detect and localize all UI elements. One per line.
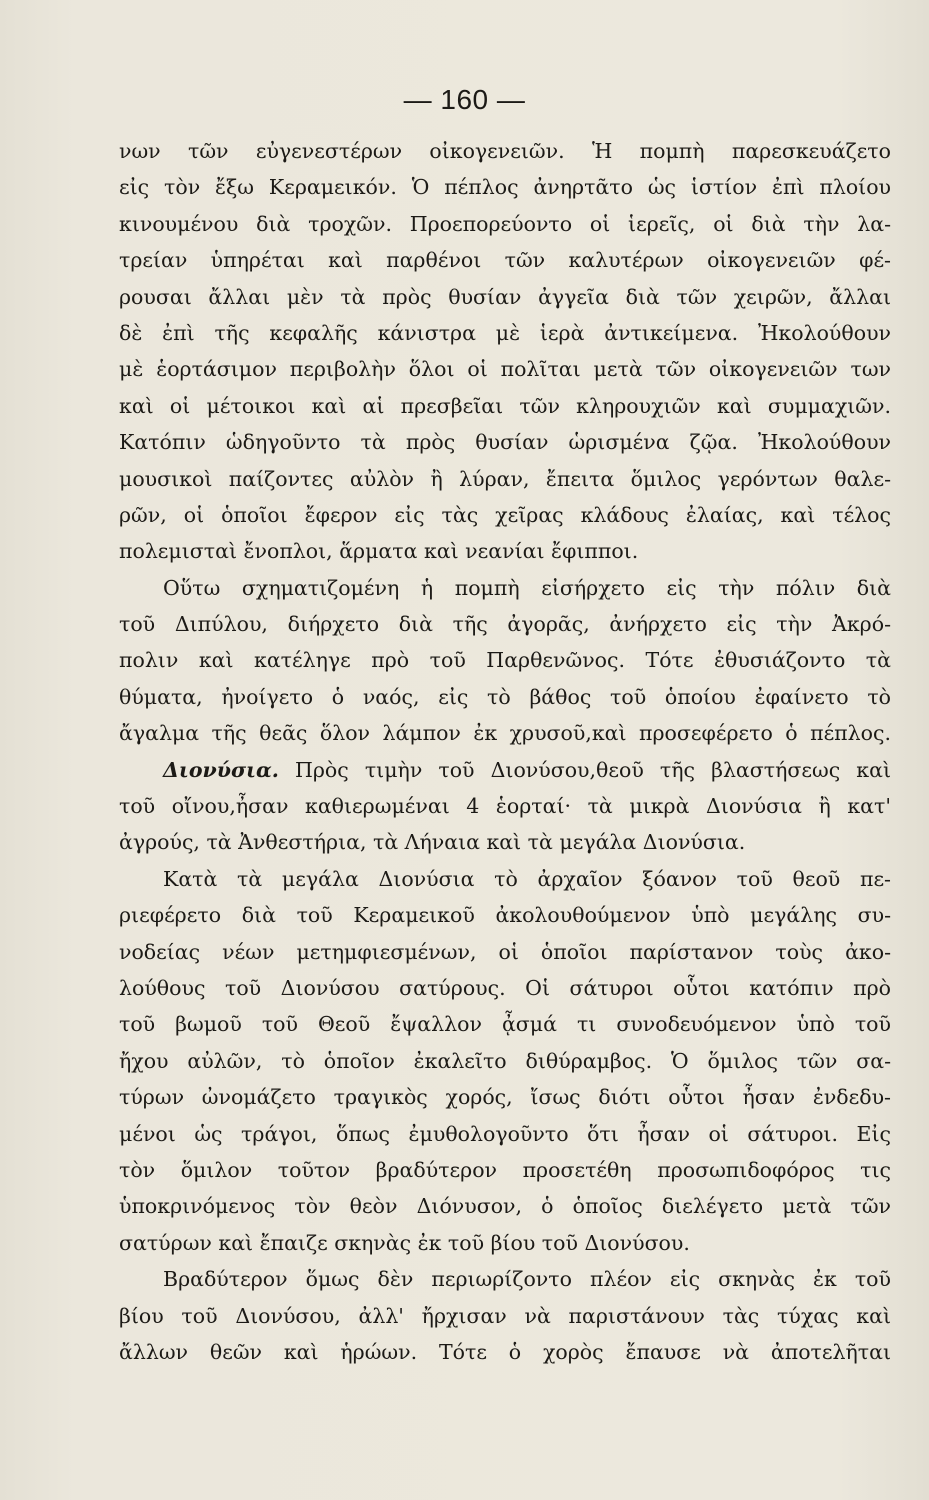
text-line: τοῦ οἴνου,ἦσαν καθιερωμέναι 4 ἑορταί· τὰ μικρὰ Διονύσια ἢ κατ' (119, 794, 891, 819)
section-heading: Διονύσια. (163, 757, 279, 782)
text-line: τὸν ὅμιλον τοῦτον βραδύτερον προσετέθη προσωπιδοφόρος τις (119, 1157, 891, 1182)
text-line: θύματα, ἠνοίγετο ὁ ναός, εἰς τὸ βάθος τοῦ ὁποίου ἐφαίνετο τὸ (119, 684, 891, 709)
text-line: μουσικοὶ παίζοντες αὐλὸν ἢ λύραν, ἔπειτα ὅμιλος γερόντων θαλε- (119, 466, 891, 491)
text-line: τρείαν ὑπηρέται καὶ παρθένοι τῶν καλυτέρων οἰκογενειῶν φέ- (119, 248, 891, 273)
text-line: τοῦ βωμοῦ τοῦ Θεοῦ ἔψαλλον ᾆσμά τι συνοδευόμενον ὑπὸ τοῦ (119, 1012, 891, 1037)
text-line: τύρων ὠνομάζετο τραγικὸς χορός, ἴσως διότι οὗτοι ἦσαν ἐνδεδυ- (119, 1085, 891, 1110)
text-line: Κατόπιν ὡδηγοῦντο τὰ πρὸς θυσίαν ὡρισμένα ζῷα. Ἠκολούθουν (119, 430, 891, 455)
text-line: εἰς τὸν ἔξω Κεραμεικόν. Ὁ πέπλος ἀνηρτᾶτο ὡς ἱστίον ἐπὶ πλοίου (119, 175, 891, 200)
text-line: νων τῶν εὐγενεστέρων οἰκογενειῶν. Ἡ πομπὴ παρεσκευάζετο (119, 139, 891, 163)
text-line (119, 752, 891, 788)
text-line: μὲ ἑορτάσιμον περιβολὴν ὅλοι οἱ πολῖται μετὰ τῶν οἰκογενειῶν των (119, 357, 891, 382)
text-line: ἄλλων θεῶν καὶ ἡρώων. Τότε ὁ χορὸς ἔπαυσε νὰ ἀποτελῆται (119, 1339, 891, 1364)
text-line: ὑποκρινόμενος τὸν θεὸν Διόνυσον, ὁ ὁποῖος διελέγετο μετὰ τῶν (119, 1194, 891, 1219)
text-line: νοδείας νέων μετημφιεσμένων, οἱ ὁποῖοι παρίστανον τοὺς ἀκο- (119, 939, 891, 964)
text-line: ριεφέρετο διὰ τοῦ Κεραμεικοῦ ἀκολουθούμενον ὑπὸ μεγάλης συ- (119, 903, 891, 928)
text-line: πολεμισταὶ ἔνοπλοι, ἅρματα καὶ νεανίαι ἔφιπποι. (119, 539, 639, 564)
text-line: ρουσαι ἄλλαι μὲν τὰ πρὸς θυσίαν ἀγγεῖα διὰ τῶν χειρῶν, ἄλλαι (119, 284, 891, 309)
text-line: Κατὰ τὰ μεγάλα Διονύσια τὸ ἀρχαῖον ξόανον τοῦ θεοῦ πε- (163, 866, 891, 891)
text-line-content: Πρὸς τιμὴν τοῦ Διονύσου,θεοῦ τῆς βλαστήσεως καὶ (295, 757, 891, 782)
text-line: ἄγαλμα τῆς θεᾶς ὅλον λάμπον ἐκ χρυσοῦ,καὶ προσεφέρετο ὁ πέπλος. (119, 721, 891, 746)
page-number: — 160 — (403, 84, 526, 115)
text-line: ἀγρούς, τὰ Ἀνθεστήρια, τὰ Λήναια καὶ τὰ μεγάλα Διονύσια. (119, 830, 746, 855)
text-line: κινουμένου διὰ τροχῶν. Προεπορεύοντο οἱ ἱερεῖς, οἱ διὰ τὴν λα- (119, 211, 891, 236)
text-line: βίου τοῦ Διονύσου, ἀλλ' ἤρχισαν νὰ παριστάνουν τὰς τύχας καὶ (119, 1303, 891, 1328)
text-line: μένοι ὡς τράγοι, ὅπως ἐμυθολογοῦντο ὅτι ἦσαν οἱ σάτυροι. Εἰς (119, 1121, 891, 1146)
text-line: πολιν καὶ κατέληγε πρὸ τοῦ Παρθενῶνος. Τότε ἐθυσιάζοντο τὰ (119, 648, 891, 673)
text-line: ρῶν, οἱ ὁποῖοι ἔφερον εἰς τὰς χεῖρας κλάδους ἐλαίας, καὶ τέλος (119, 502, 891, 527)
text-line: Βραδύτερον ὅμως δὲν περιωρίζοντο πλέον εἰς σκηνὰς ἐκ τοῦ (163, 1267, 891, 1292)
text-line: ἤχου αὐλῶν, τὸ ὁποῖον ἐκαλεῖτο διθύραμβος. Ὁ ὅμιλος τῶν σα- (119, 1048, 891, 1073)
text-line: δὲ ἐπὶ τῆς κεφαλῆς κάνιστρα μὲ ἱερὰ ἀντικείμενα. Ἠκολούθουν (119, 320, 891, 345)
body-text (119, 133, 891, 1370)
text-line: Οὕτω σχηματιζομένη ἡ πομπὴ εἰσήρχετο εἰς τὴν πόλιν διὰ (163, 575, 891, 600)
text-line: καὶ οἱ μέτοικοι καὶ αἱ πρεσβεῖαι τῶν κληρουχιῶν καὶ συμμαχιῶν. (119, 393, 891, 418)
text-line: τοῦ Διπύλου, διήρχετο διὰ τῆς ἀγορᾶς, ἀνήρχετο εἰς τὴν Ἀκρό- (119, 612, 891, 637)
text-line: λούθους τοῦ Διονύσου σατύρους. Οἱ σάτυροι οὗτοι κατόπιν πρὸ (119, 975, 891, 1000)
text-line: σατύρων καὶ ἔπαιζε σκηνὰς ἐκ τοῦ βίου τοῦ Διονύσου. (119, 1230, 690, 1255)
